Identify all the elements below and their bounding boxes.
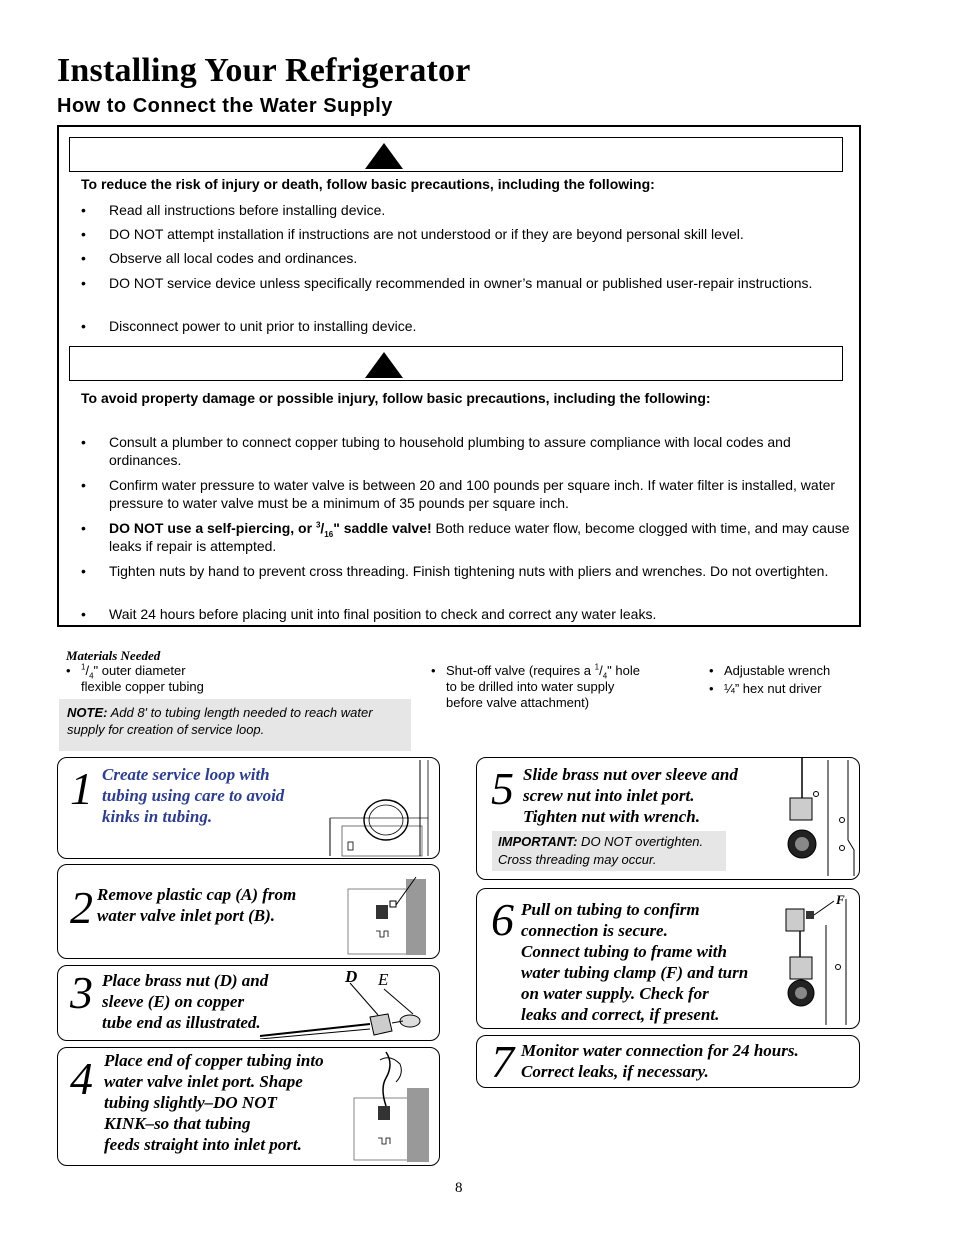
label-e: E (378, 970, 389, 989)
warning-item: • Disconnect power to unit prior to installing device. (81, 318, 417, 334)
step-1 (57, 757, 440, 859)
valve-cap-illustration (346, 875, 431, 955)
caution-item: • Wait 24 hours before placing unit into final position to check and correct any water leaks. (81, 606, 657, 622)
material-wrench: • Adjustable wrench (709, 663, 831, 678)
caution-signal-bar (69, 346, 843, 381)
step-number: 5 (491, 763, 514, 814)
step-5 (476, 757, 860, 880)
warning-triangle-icon (365, 143, 403, 169)
warning-item: • Observe all local codes and ordinances. (81, 250, 358, 266)
tubing-into-port-illustration (350, 1050, 438, 1163)
caution-item: • Tighten nuts by hand to prevent cross threading. Finish tightening nuts with pliers and wrenches. Do not overtighten. (81, 563, 829, 579)
page-number: 8 (455, 1180, 463, 1196)
step-text: Remove plastic cap (A) from water valve inlet port (B). (97, 885, 297, 925)
step-number: 7 (491, 1036, 514, 1087)
step-number: 4 (70, 1053, 93, 1104)
step-text: Place brass nut (D) and sleeve (E) on copper tube end as illustrated. (102, 971, 269, 1032)
step-4 (57, 1047, 440, 1166)
label-f: F (836, 892, 845, 907)
step-number: 2 (70, 882, 93, 933)
materials-title: Materials Needed (66, 648, 161, 663)
safety-box (57, 125, 861, 627)
step-text: Place end of copper tubing into water valve inlet port. Shape tubing slightly–DO NOT KINK–so that tubing feeds straight into inlet port. (104, 1051, 324, 1154)
materials-note: NOTE: Add 8' to tubing length needed to reach water supply for creation of service loop. (59, 699, 411, 751)
step-number: 6 (491, 894, 514, 945)
caution-item: • Confirm water pressure to water valve is between 20 and 100 pounds per square inch. If water filter is installed, water pressure to water valve must be a minimum of 35 pounds per square inch. (81, 477, 836, 511)
warning-item: • Read all instructions before installing device. (81, 202, 386, 218)
step-number: 3 (70, 967, 93, 1018)
brass-nut-sleeve-illustration (258, 981, 438, 1039)
step-text: Slide brass nut over sleeve and screw nut into inlet port. Tighten nut with wrench. (523, 765, 738, 826)
step-text: Monitor water connection for 24 hours. Correct leaks, if necessary. (521, 1041, 799, 1081)
caution-triangle-icon (365, 352, 403, 378)
service-loop-illustration (328, 758, 438, 858)
material-driver: • ¼” hex nut driver (709, 681, 822, 696)
caution-item: • Consult a plumber to connect copper tubing to household plumbing to assure compliance with local codes and ordinances. (81, 434, 791, 468)
warning-signal-bar (69, 137, 843, 172)
label-d: D (345, 967, 358, 986)
caution-item-saddle: • DO NOT use a self-piercing, or $^3/_{16}$" saddle valve! Both reduce water flow, become clogged with time, and may cause leaks if repair is attempted. (81, 520, 850, 554)
tubing-clamp-illustration (782, 897, 857, 1027)
warning-item: • DO NOT service device unless specifically recommended in owner’s manual or published user-repair instructions. (81, 275, 813, 291)
step-3 (57, 965, 440, 1041)
step-6 (476, 888, 860, 1029)
page-title: Installing Your Refrigerator (57, 52, 471, 89)
warning-item: • DO NOT attempt installation if instructions are not understood or if they are beyond personal skill level. (81, 226, 744, 242)
step-number: 1 (70, 763, 93, 814)
warning-lead: To reduce the risk of injury or death, follow basic precautions, including the following: (81, 176, 655, 192)
material-valve: • Shut-off valve (requires a $^1/_4$" hole to be drilled into water supply before valve attachment) (431, 662, 640, 710)
caution-lead: To avoid property damage or possible injury, follow basic precautions, including the following: (81, 390, 711, 406)
step-2 (57, 864, 440, 959)
material-tubing: • $^1/_4$" outer diameter flexible copper tubing (66, 662, 204, 694)
tighten-nut-illustration (772, 758, 857, 878)
step-text: Create service loop with tubing using care to avoid kinks in tubing. (102, 765, 285, 826)
page-subtitle: How to Connect the Water Supply (57, 95, 393, 117)
step-7 (476, 1035, 860, 1088)
step-text: Pull on tubing to confirm connection is secure. Connect tubing to frame with water tubing clamp (F) and turn on water supply. Check for leaks and correct, if present. (521, 900, 749, 1024)
step-5-important-note: IMPORTANT: DO NOT overtighten. Cross threading may occur. (492, 831, 726, 871)
